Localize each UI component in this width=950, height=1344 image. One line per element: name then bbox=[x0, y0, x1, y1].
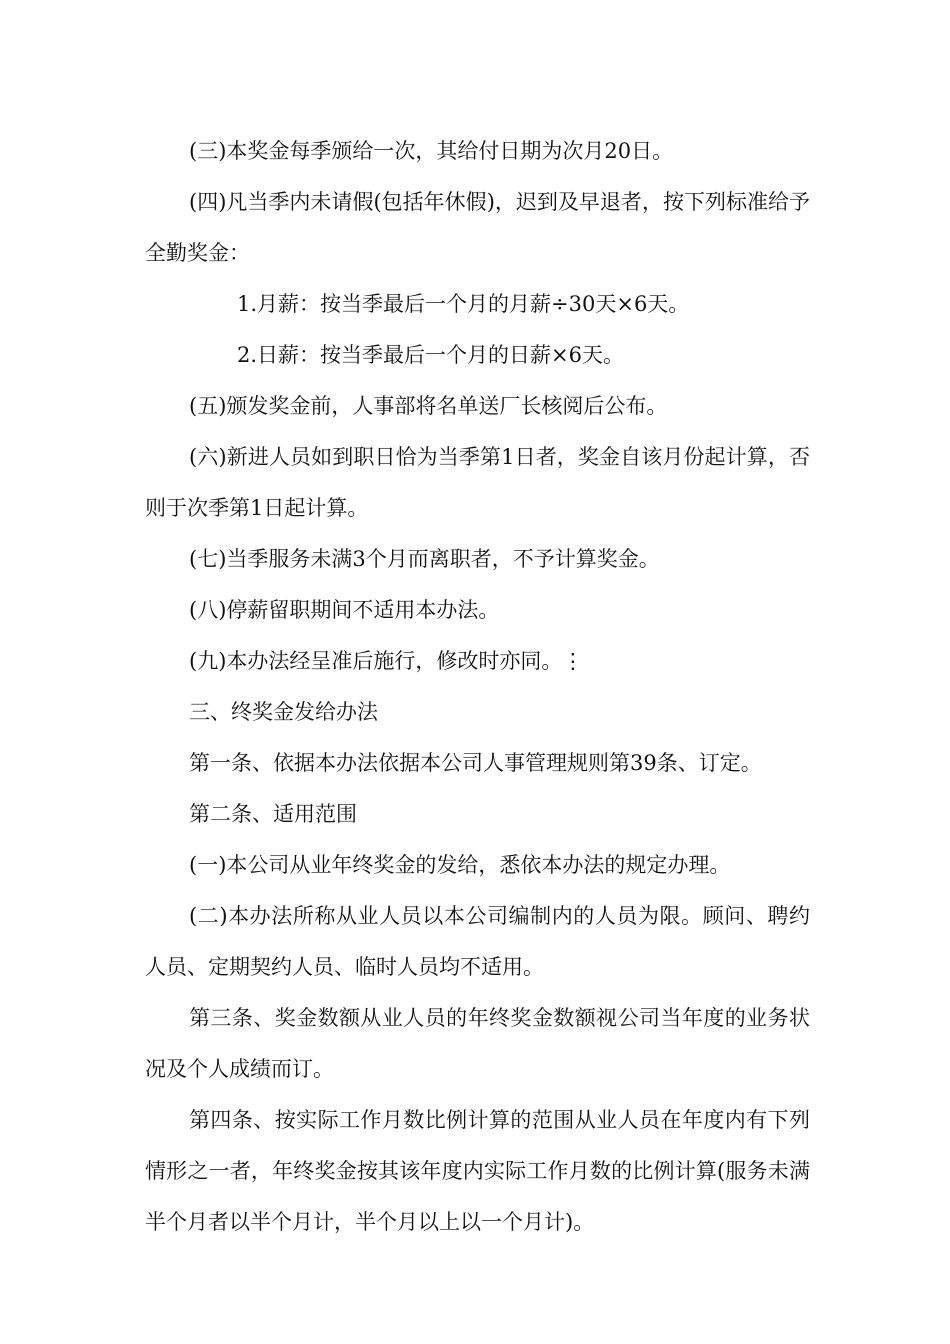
paragraph-list-approval: (五)颁发奖金前，人事部将名单送厂长核阅后公布。 bbox=[189, 394, 668, 418]
list-item-daily-salary: 2.日薪：按当季最后一个月的日薪×6天。 bbox=[237, 343, 624, 367]
article-4-proportional-calculation: 第四条、按实际工作月数比例计算的范围从业人员在年度内有下列情形之一者，年终奖金按其该年度内实际工作月数的比例计算(服务未满半个月者以半个月计，半个月以上以一个月计)。 bbox=[145, 1108, 810, 1234]
paragraph-quarterly-bonus-payment: (三)本奖金每季颁给一次，其给付日期为次月20日。 bbox=[189, 139, 674, 163]
paragraph-full-attendance-criteria: (四)凡当季内未请假(包括年休假)，迟到及早退者，按下列标准给予全勤奖金： bbox=[145, 190, 810, 265]
article-2-scope-heading: 第二条、适用范围 bbox=[189, 802, 357, 826]
paragraph-unpaid-leave: (八)停薪留职期间不适用本办法。 bbox=[189, 598, 500, 622]
article-2-clause-1: (一)本公司从业年终奖金的发给，悉依本办法的规定办理。 bbox=[189, 853, 731, 877]
section-heading-year-end-bonus: 三、终奖金发给办法 bbox=[189, 700, 378, 724]
paragraph-effective-date: (九)本办法经呈准后施行，修改时亦同。⋮ bbox=[189, 649, 584, 673]
paragraph-resignation-rule: (七)当季服务未满3个月而离职者，不予计算奖金。 bbox=[189, 547, 660, 571]
list-item-monthly-salary: 1.月薪：按当季最后一个月的月薪÷30天×6天。 bbox=[237, 292, 690, 316]
article-1-basis: 第一条、依据本办法依据本公司人事管理规则第39条、订定。 bbox=[189, 751, 762, 775]
paragraph-new-staff-calculation: (六)新进人员如到职日恰为当季第1日者，奖金自该月份起计算，否则于次季第1日起计算。 bbox=[145, 445, 810, 520]
article-2-clause-2: (二)本办法所称从业人员以本公司编制内的人员为限。顾问、聘约人员、定期契约人员、临时人员均不适用。 bbox=[145, 904, 810, 979]
document-body bbox=[145, 126, 810, 1248]
article-3-bonus-amount: 第三条、奖金数额从业人员的年终奖金数额视公司当年度的业务状况及个人成绩而订。 bbox=[145, 1006, 810, 1081]
